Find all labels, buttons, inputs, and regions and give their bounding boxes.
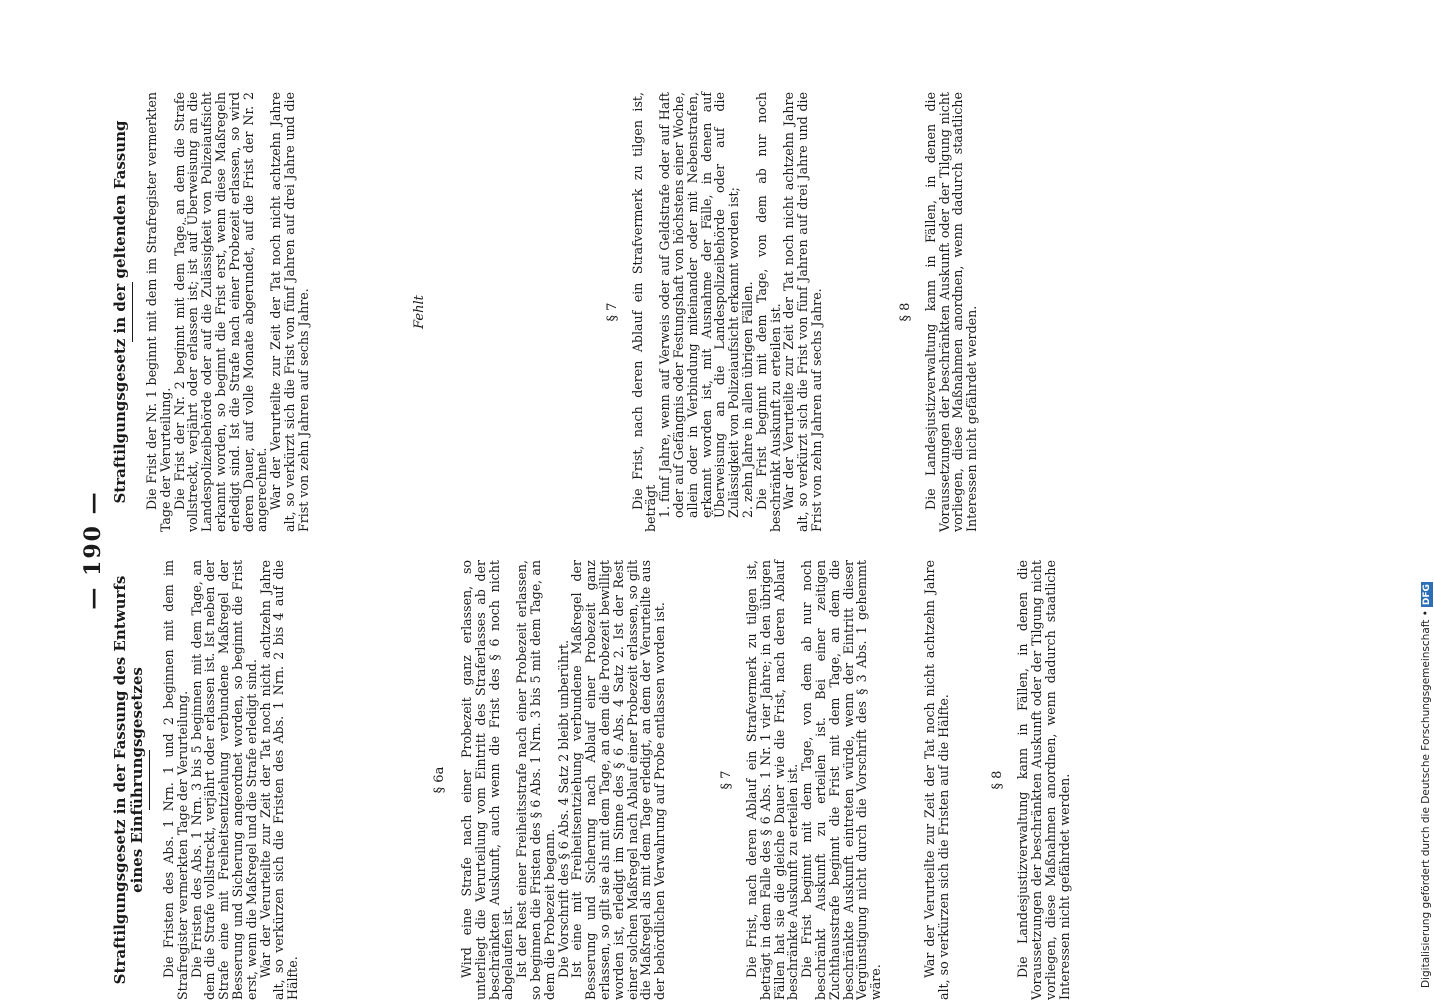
- paragraph: Die Frist beginnt mit dem Tage, von dem ab nur noch beschränkt Auskunft zu erteilen ist.: [753, 92, 783, 532]
- column-draft-version: [112, 560, 1072, 1000]
- section-heading-7: § 7: [604, 302, 620, 322]
- column-title-draft: Straftilgungsgesetz in der Fassung des Entwurfs eines Einführungsgesetzes: [111, 575, 146, 985]
- dfg-logo: DFG: [1422, 584, 1432, 606]
- paragraph: War der Verurteilte zur Zeit der Tat noch nicht achtzehn Jahre alt, so verkürzen sich die Fristen auf die Hälfte.: [921, 560, 951, 1000]
- paragraph: Ist der Rest einer Freiheitsstrafe nach einer Probezeit erlassen, so beginnen die Fristen des § 6 Abs. 1 Nrn. 3 bis 5 mit dem Tage, an dem die Probezeit begann.: [514, 560, 557, 1000]
- paragraph: Die Frist, nach deren Ablauf ein Strafvermerk zu tilgen ist, beträgt: [629, 92, 659, 532]
- paragraph: Die Vorschrift des § 6 Abs. 4 Satz 2 bleibt unberührt.: [555, 639, 571, 978]
- title-divider: [132, 282, 133, 342]
- paragraph: Die Fristen des Abs. 1 Nrn. 3 bis 5 beginnen mit dem Tage, an dem die Strafe vollstreckt, verjährt oder erlassen ist. Ist neben der Strafe eine mit Freiheitsentziehung verbundene Maßregel der Besserung und Sicherung angeordnet worden, so beginnt die Frist erst, wenn die Maßregel und die Strafe erledigt sind.: [188, 560, 259, 1000]
- list-item-text: fünf Jahre, wenn auf Verweis oder auf Geldstrafe oder auf Haft oder auf Gefängnis oder Festungshaft von höchstens einer Woche, allein oder in Verbindung miteinander oder mit Nebenstrafen, erkannt worden ist, mit Ausnahme der Fälle, in denen auf Überweisung an die Landespolizeibehörde oder auf die Zulässigkeit von Polizeiaufsicht erkannt worden ist;: [657, 92, 742, 518]
- section-heading-8: § 8: [897, 302, 913, 322]
- missing-provision-note: Fehlt: [411, 295, 427, 329]
- paragraph: Die Landesjustizverwaltung kann in Fällen, in denen die Voraussetzungen der beschränkten Auskunft oder der Tilgung nicht vorliegen, diese Maßnahmen anordnen, wenn dadurch staatliche Interessen nicht gefährdet werden.: [1015, 560, 1072, 1000]
- paragraph: War der Verurteilte zur Zeit der Tat noch nicht achtzehn Jahre alt, so verkürzt sich die Frist von fünf Jahren auf drei Jahre und die Frist von zehn Jahren auf sechs Jahre.: [781, 92, 824, 532]
- title-divider: [149, 750, 150, 810]
- paragraph: War der Verurteilte zur Zeit der Tat noch nicht achtzehn Jahre alt, so verkürzt sich die Frist von fünf Jahren auf drei Jahre und die Frist von zehn Jahren auf sechs Jahre.: [268, 92, 311, 532]
- paragraph: Die Fristen des Abs. 1 Nrn. 1 und 2 beginnen mit dem im Strafregister vermerkten Tage der Verurteilung.: [161, 560, 190, 1000]
- paragraph: Die Frist, nach deren Ablauf ein Strafvermerk zu tilgen ist, beträgt in dem Falle des § 6 Abs. 1 Nr. 1 vier Jahre; in den übrigen Fällen hat sie die gleiche Dauer wie die Frist, nach deren Ablauf beschränkte Auskunft zu erteilen ist.: [743, 560, 801, 1000]
- list-item-number: 1.: [657, 505, 673, 518]
- paragraph: Die Frist der Nr. 2 beginnt mit dem Tage, an dem die Strafe vollstreckt, verjährt oder erlassen ist; ist auf Überweisung an die Landespolizeibehörde oder auf die Zulässigkeit von Polizeiaufsicht erkannt worden, so beginnt die Frist erst, wenn diese Maßregeln erledigt sind. Ist die Strafe nach einer Probezeit erlassen, so wird deren Dauer, auf volle Monate abgerundet, auf die Frist der Nr. 2 angerechnet.: [171, 92, 270, 532]
- paragraph: War der Verurteilte zur Zeit der Tat noch nicht achtzehn Jahre alt, so verkürzen sich die Fristen des Abs. 1 Nrn. 2 bis 4 auf die Hälfte.: [257, 560, 301, 1000]
- list-item-text: zehn Jahre in allen übrigen Fällen.: [739, 281, 755, 502]
- page-number: — 190 —: [80, 490, 106, 610]
- paragraph: Wird eine Strafe nach einer Probezeit ganz erlassen, so unterliegt die Verurteilung vom Eintritt des Straferlasses ab der beschränkten Auskunft, auch wenn die Frist des § 6 noch nicht abgelaufen ist.: [458, 560, 516, 1000]
- column-current-version: [112, 92, 979, 532]
- column-title-current: Straftilgungsgesetz in der geltenden Fassung: [111, 120, 129, 504]
- paragraph: Die Frist der Nr. 1 beginnt mit dem im Strafregister vermerkten Tage der Verurteilung.: [144, 92, 173, 532]
- paragraph: Ist eine mit Freiheitsentziehung verbundene Maßregel der Besserung und Sicherung nach Ablauf einer Probezeit ganz erlassen, so gilt sie als mit dem Tage, an dem die Probezeit bewilligt worden ist, erledigt im Sinne des § 6 Abs. 4 Satz 2. Ist der Rest einer solchen Maßregel nach Ablauf einer Probezeit erlassen, so gilt die Maßregel als mit dem Tage erledigt, an dem der Verurteilte aus der behördlichen Verwahrung auf Probe entlassen worden ist.: [569, 560, 668, 1000]
- section-heading-8: § 8: [990, 770, 1006, 790]
- digitization-credit-text: Digitalisierung gefördert durch die Deutsche Forschungsgemeinschaft •: [1420, 610, 1432, 988]
- rotated-document-page: [80, 92, 1302, 1000]
- section-heading-6a: § 6a: [431, 766, 447, 794]
- paragraph: Die Landesjustizverwaltung kann in Fällen, in denen die Voraussetzungen der beschränkten Auskunft oder der Tilgung nicht vorliegen, diese Maßnahmen anordnen, wenn dadurch staatliche Interessen nicht gefährdet werden.: [922, 92, 980, 532]
- list-item: [741, 92, 755, 518]
- paragraph: Die Frist beginnt mit dem Tage, von dem ab nur noch beschränkt Auskunft zu erteilen ist. Bei einer zeitigen Zuchthausstrafe beginnt die Frist mit dem Tage, an dem die beschränkte Auskunft eintreten würde, wenn der Eintritt dieser Vergünstigung nicht durch die Vorschrift des § 3 Abs. 1 gehemmt wäre.: [799, 560, 884, 1000]
- digitization-credit: [1418, 28, 1434, 988]
- list-item: [658, 92, 741, 518]
- section-heading-7: § 7: [718, 770, 734, 790]
- list-item-number: 2.: [739, 505, 755, 518]
